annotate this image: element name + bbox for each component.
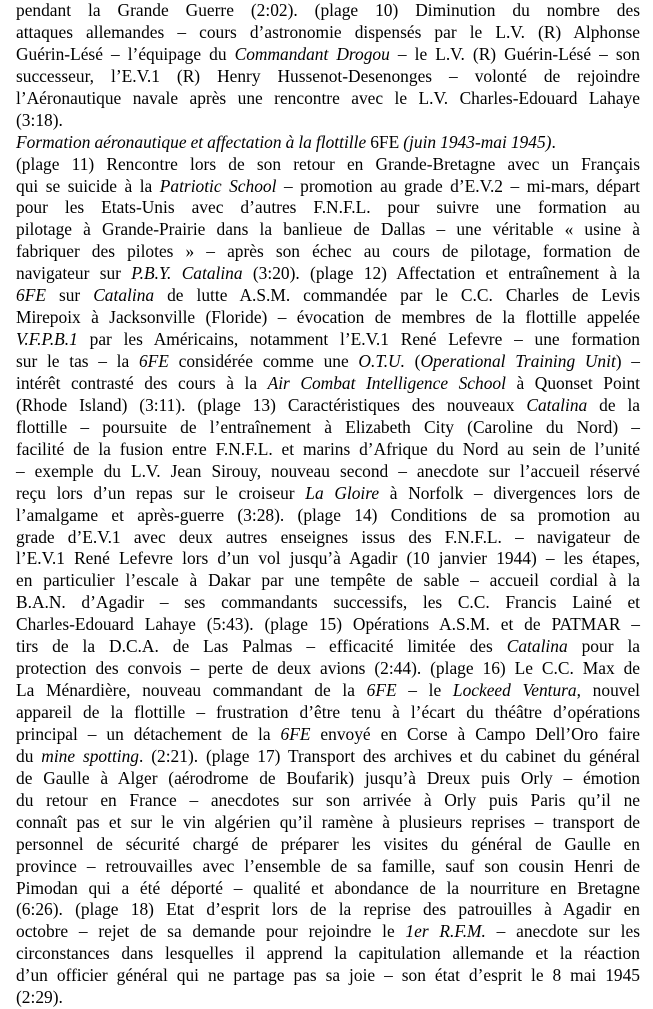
italic-text: Catalina xyxy=(506,636,568,657)
text-run: facilité de la fusion entre F.N.F.L. et marins d’Afrique du Nord au sein de l’unité xyxy=(16,438,640,459)
text-run: navigateur sur xyxy=(16,263,132,284)
text-line xyxy=(16,724,640,746)
text-run: fabriquer des pilotes » – après son échec au cours de pilotage, formation de xyxy=(16,241,640,262)
text-run: (3:18). xyxy=(16,109,63,130)
text-line xyxy=(16,943,640,965)
text-run: envoyé en Corse à Campo Dell’Oro faire xyxy=(310,723,640,744)
text-run: pendant la Grande Guerre (2:02). (plage 10) Diminution du nombre des xyxy=(16,0,640,20)
text-run: l’amalgame et après-guerre (3:28). (plage 14) Conditions de sa promotion au xyxy=(16,504,640,525)
document-page xyxy=(16,0,640,1009)
text-line xyxy=(16,307,640,329)
text-run: à Norfolk – divergences lors de xyxy=(379,482,640,503)
text-line xyxy=(16,461,640,483)
text-run: Mirepoix à Jacksonville (Floride) – évocation de membres de la flottille appelée xyxy=(16,307,640,328)
text-line xyxy=(16,44,640,66)
text-run: octobre – rejet de sa demande pour rejoindre le xyxy=(16,921,406,942)
text-line xyxy=(16,0,640,22)
italic-text: Catalina xyxy=(93,285,155,306)
text-line xyxy=(16,219,640,241)
text-run: protection des convois – perte de deux avions (2:44). (plage 16) Le C.C. Max de xyxy=(16,658,640,679)
text-run: intérêt contrasté des cours à la xyxy=(16,372,268,393)
text-line xyxy=(16,241,640,263)
italic-text: 6FE xyxy=(138,351,169,371)
text-run: Guérin-Lésé – l’équipage du xyxy=(16,43,235,64)
text-run: (3:20). (plage 12) Affectation et entraînement à la xyxy=(242,263,641,284)
italic-text: Catalina xyxy=(526,394,588,415)
text-run: sur xyxy=(45,285,94,306)
text-line xyxy=(16,570,640,592)
text-run: l’Aéronautique navale après une rencontre avec le L.V. Charles-Edouard Lahaye xyxy=(16,87,640,108)
text-line xyxy=(16,88,640,110)
text-run: connaît pas et sur le vin algérien qu’il ramène à plusieurs reprises – transport de xyxy=(16,811,640,832)
document-body-text xyxy=(16,0,640,1009)
text-run: ) – xyxy=(615,351,640,371)
text-run: – exemple du L.V. Jean Sirouy, nouveau second – anecdote sur l’accueil réservé xyxy=(16,460,640,481)
text-line xyxy=(16,351,640,373)
italic-text: P.B.Y. Catalina xyxy=(131,263,243,284)
text-run: d’un officier général qui ne partage pas sa joie – son état d’esprit le 8 mai 1945 xyxy=(16,965,640,986)
text-run: La Ménardière, nouveau commandant de la xyxy=(16,680,367,701)
text-line xyxy=(16,746,640,768)
text-line xyxy=(16,483,640,505)
text-line xyxy=(16,263,640,285)
text-run: tirs de la D.C.A. de Las Palmas – efficacité limitée des xyxy=(16,636,507,657)
text-run: (plage 11) Rencontre lors de son retour en Grande-Bretagne avec un Français xyxy=(16,153,640,174)
italic-text: 6FE xyxy=(366,680,397,701)
text-run: grade d’E.V.1 avec deux autres enseignes issus des F.N.F.L. – navigateur de xyxy=(16,526,640,547)
text-line xyxy=(16,132,640,154)
text-run: province – retrouvailles avec l’ensemble de sa famille, sauf son cousin Henri de xyxy=(16,855,640,876)
italic-text: 6FE xyxy=(280,723,311,744)
text-run: l’E.V.1 René Lefevre lors d’un vol jusqu’à Agadir (10 janvier 1944) – les étapes, xyxy=(16,548,640,569)
text-run: de Gaulle à Alger (aérodrome de Boufarik) jusqu’à Dreux puis Orly – émotion xyxy=(16,767,640,788)
text-line xyxy=(16,110,640,132)
italic-text: 6FE xyxy=(16,285,46,306)
text-line xyxy=(16,790,640,812)
italic-text: Air Combat Intelligence School xyxy=(267,372,506,393)
text-run: pour les Etats-Unis avec d’autres F.N.F.L. pour suivre une formation au xyxy=(16,197,640,218)
text-line xyxy=(16,768,640,790)
text-line xyxy=(16,527,640,549)
text-run: principal – un détachement de la xyxy=(16,723,281,744)
text-line xyxy=(16,965,640,987)
text-run: Charles-Edouard Lahaye (5:43). (plage 15) Opérations A.S.M. et de PATMAR – xyxy=(16,614,640,635)
italic-text: O.T.U. xyxy=(358,351,405,371)
text-run: – anecdote sur les xyxy=(485,921,640,942)
italic-text: Operational Training Unit xyxy=(420,351,616,371)
text-line xyxy=(16,614,640,636)
text-line xyxy=(16,636,640,658)
italic-text: Patriotic School xyxy=(159,175,277,196)
text-run: personnel de sécurité chargé de préparer les visites du général de Gaulle en xyxy=(16,833,640,854)
text-line xyxy=(16,812,640,834)
text-run: Pimodan qui a été déporté – qualité et abondance de la nourriture en Bretagne xyxy=(16,877,640,898)
text-run: par les Américains, notamment l’E.V.1 René Lefevre – une formation xyxy=(77,329,640,350)
text-run: appareil de la flottille – frustration d’être tenu à l’écart du théâtre d’opérations xyxy=(16,702,640,722)
text-run: – le L.V. (R) Guérin-Lésé – son xyxy=(389,43,640,64)
text-line xyxy=(16,66,640,88)
text-line xyxy=(16,22,640,44)
text-run: (6:26). (plage 18) Etat d’esprit lors de la reprise des patrouilles à Agadir en xyxy=(16,899,640,920)
text-line xyxy=(16,417,640,439)
text-run: considérée comme une xyxy=(168,351,359,371)
text-run: sur le tas – la xyxy=(16,351,139,371)
text-line xyxy=(16,987,640,1009)
italic-text: V.F.P.B.1 xyxy=(16,329,78,350)
text-line xyxy=(16,505,640,527)
text-run: du retour en France – anecdotes sur son arrivée à Orly puis Paris qu’il ne xyxy=(16,789,640,810)
text-run: ( xyxy=(404,351,421,371)
text-run: successeur, l’E.V.1 (R) Henry Hussenot-Desenonges – volonté de rejoindre xyxy=(16,65,640,86)
text-run: (2:29). xyxy=(16,987,63,1008)
text-run: – le xyxy=(396,680,453,701)
text-run: flottille – poursuite de l’entraînement à Elizabeth City (Caroline du Nord) – xyxy=(16,416,640,437)
text-line xyxy=(16,176,640,198)
italic-text: (juin 1943-mai 1945) xyxy=(399,131,552,152)
text-run: . xyxy=(551,131,556,152)
italic-text: La Gloire xyxy=(305,482,380,503)
text-run: de lutte A.S.M. commandée par le C.C. Charles de Levis xyxy=(154,285,640,306)
text-line xyxy=(16,395,640,417)
text-line xyxy=(16,373,640,395)
text-line xyxy=(16,878,640,900)
text-run: pilotage à Grande-Prairie dans la banlieue de Dallas – une véritable « usine à xyxy=(16,219,640,240)
text-run: circonstances dans lesquelles il apprend la capitulation allemande et la réaction xyxy=(16,943,640,964)
text-line xyxy=(16,899,640,921)
text-line xyxy=(16,548,640,570)
italic-text: 1er R.F.M. xyxy=(405,921,486,942)
text-line xyxy=(16,592,640,614)
text-run: à Quonset Point xyxy=(505,372,640,393)
text-line xyxy=(16,154,640,176)
text-run: du xyxy=(16,745,42,766)
text-line xyxy=(16,658,640,680)
text-run: en particulier l’escale à Dakar par une tempête de sable – accueil cordial à la xyxy=(16,570,640,591)
text-run: attaques allemandes – cours d’astronomie dispensés par le L.V. (R) Alphonse xyxy=(16,21,640,42)
text-line xyxy=(16,921,640,943)
text-run: qui se suicide à la xyxy=(16,175,160,196)
text-run: reçu lors d’un repas sur le croiseur xyxy=(16,482,306,503)
text-line xyxy=(16,329,640,351)
text-run: – promotion au grade d’E.V.2 – mi-mars, départ xyxy=(276,175,640,196)
text-run: . (2:21). (plage 17) Transport des archives et du cabinet du général xyxy=(139,745,640,766)
italic-text: Formation aéronautique et affectation à la flottille xyxy=(16,131,371,152)
text-run: , nouvel xyxy=(576,680,641,701)
text-line xyxy=(16,285,640,307)
text-line xyxy=(16,197,640,219)
text-line xyxy=(16,439,640,461)
text-line xyxy=(16,702,640,724)
italic-text: mine spotting xyxy=(41,745,140,766)
text-run: pour la xyxy=(567,636,640,657)
text-run: 6FE xyxy=(370,131,400,152)
text-line xyxy=(16,856,640,878)
text-line xyxy=(16,834,640,856)
italic-text: Lockeed Ventura xyxy=(452,680,577,701)
text-run: de la xyxy=(587,394,640,415)
text-line xyxy=(16,680,640,702)
text-run: (Rhode Island) (3:11). (plage 13) Caractéristiques des nouveaux xyxy=(16,394,527,415)
italic-text: Commandant Drogou xyxy=(234,43,390,64)
text-run: B.A.N. d’Agadir – ses commandants successifs, les C.C. Francis Lainé et xyxy=(16,592,640,613)
